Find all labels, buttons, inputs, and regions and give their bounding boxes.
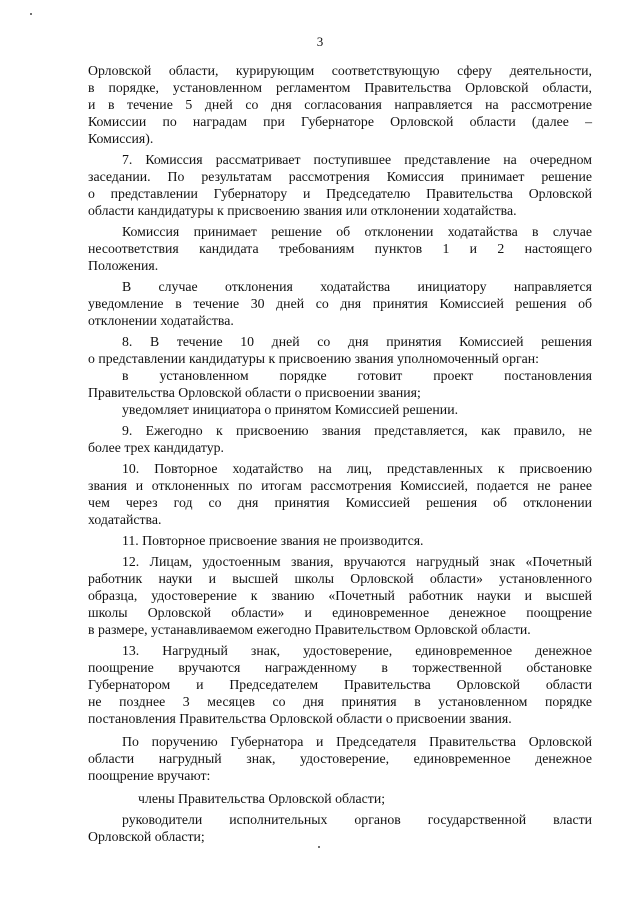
text-line: не позднее 3 месяцев со дня принятия в установленном порядке	[88, 694, 592, 709]
text-line: в установленном порядке готовит проект постановления	[122, 368, 592, 383]
paragraph-8-item-1	[88, 367, 592, 401]
scan-speck	[30, 13, 32, 15]
text-line: школы Орловской области» и единовременное денежное поощрение	[88, 605, 592, 620]
text-line: Комиссия).	[88, 131, 154, 146]
paragraph-11	[88, 532, 592, 549]
paragraph-7	[88, 151, 592, 219]
paragraph-7-notice	[88, 278, 592, 329]
text-line: более трех кандидатур.	[88, 440, 224, 455]
text-line: Положения.	[88, 258, 159, 273]
text-line: о представлении кандидатуры к присвоению звания уполномоченный орган:	[88, 351, 539, 366]
paragraph-8-item-2	[88, 401, 592, 418]
text-line: поощрение вручаются награжденному в торжественной обстановке	[88, 660, 592, 675]
paragraph-10	[88, 460, 592, 528]
text-line: 10. Повторное ходатайство на лиц, представленных к присвоению	[122, 461, 592, 476]
text-line: 12. Лицам, удостоенным звания, вручаются нагрудный знак «Почетный	[122, 554, 592, 569]
paragraph-9	[88, 422, 592, 456]
page-number: 3	[316, 34, 324, 49]
text-line: в порядке, установленном регламентом Правительства Орловской области,	[88, 80, 592, 95]
text-line: области нагрудный знак, удостоверение, единовременное денежное	[88, 751, 592, 766]
text-line: ходатайства.	[88, 512, 162, 527]
text-line: руководители исполнительных органов государственной власти	[122, 812, 592, 827]
text-line: несоответствия кандидата требованиям пунктов 1 и 2 настоящего	[88, 241, 592, 256]
text-line: 8. В течение 10 дней со дня принятия Комиссией решения	[122, 334, 592, 349]
text-line: чем через год со дня принятия Комиссией решения об отклонении	[88, 495, 592, 510]
text-line: Комиссия принимает решение об отклонении ходатайства в случае	[122, 224, 592, 239]
paragraph-8	[88, 333, 592, 367]
text-line: Орловской области;	[88, 829, 205, 844]
paragraph-13-delegation	[88, 733, 592, 784]
text-line: В случае отклонения ходатайства инициатору направляется	[122, 279, 592, 294]
document-body	[88, 62, 592, 845]
text-line: Орловской области, курирующим соответствующую сферу деятельности,	[88, 63, 592, 78]
text-line: и в течение 5 дней со дня согласования направляется на рассмотрение	[88, 97, 592, 112]
text-line: отклонении ходатайства.	[88, 313, 234, 328]
text-line: области кандидатуры к присвоению звания или отклонении ходатайства.	[88, 203, 517, 218]
paragraph-13	[88, 642, 592, 727]
text-line: 11. Повторное присвоение звания не производится.	[122, 533, 424, 548]
scan-speck	[318, 846, 320, 848]
text-line: работник науки и высшей школы Орловской области» установленного	[88, 571, 592, 586]
text-line: уведомляет инициатора о принятом Комиссией решении.	[122, 402, 459, 417]
text-line: члены Правительства Орловской области;	[138, 791, 386, 806]
text-line: 13. Нагрудный знак, удостоверение, единовременное денежное	[122, 643, 592, 658]
text-line: Губернатором и Председателем Правительства Орловской области	[88, 677, 592, 692]
text-line: постановления Правительства Орловской области о присвоении звания.	[88, 711, 512, 726]
paragraph-13-list-item-1	[88, 790, 592, 807]
text-line: уведомление в течение 30 дней со дня принятия Комиссией решения об	[88, 296, 592, 311]
text-line: 9. Ежегодно к присвоению звания представляется, как правило, не	[122, 423, 592, 438]
text-line: Комиссии по наградам при Губернаторе Орловской области (далее –	[88, 114, 592, 129]
text-line: заседании. По результатам рассмотрения Комиссия принимает решение	[88, 169, 592, 184]
paragraph-13-list-item-2	[88, 811, 592, 845]
text-line: звания и отклоненных по итогам рассмотрения Комиссией, подается не ранее	[88, 478, 592, 493]
text-line: образца, удостоверение к званию «Почетный работник науки и высшей	[88, 588, 592, 603]
text-line: Правительства Орловской области о присвоении звания;	[88, 385, 421, 400]
paragraph-continuation	[88, 62, 592, 147]
text-line: о представлении Губернатору и Председателю Правительства Орловской	[88, 186, 592, 201]
text-line: 7. Комиссия рассматривает поступившее представление на очередном	[122, 152, 592, 167]
paragraph-12	[88, 553, 592, 638]
text-line: поощрение вручают:	[88, 768, 211, 783]
text-line: в размере, устанавливаемом ежегодно Правительством Орловской области.	[88, 622, 531, 637]
text-line: По поручению Губернатора и Председателя Правительства Орловской	[122, 734, 592, 749]
paragraph-7-rejection	[88, 223, 592, 274]
